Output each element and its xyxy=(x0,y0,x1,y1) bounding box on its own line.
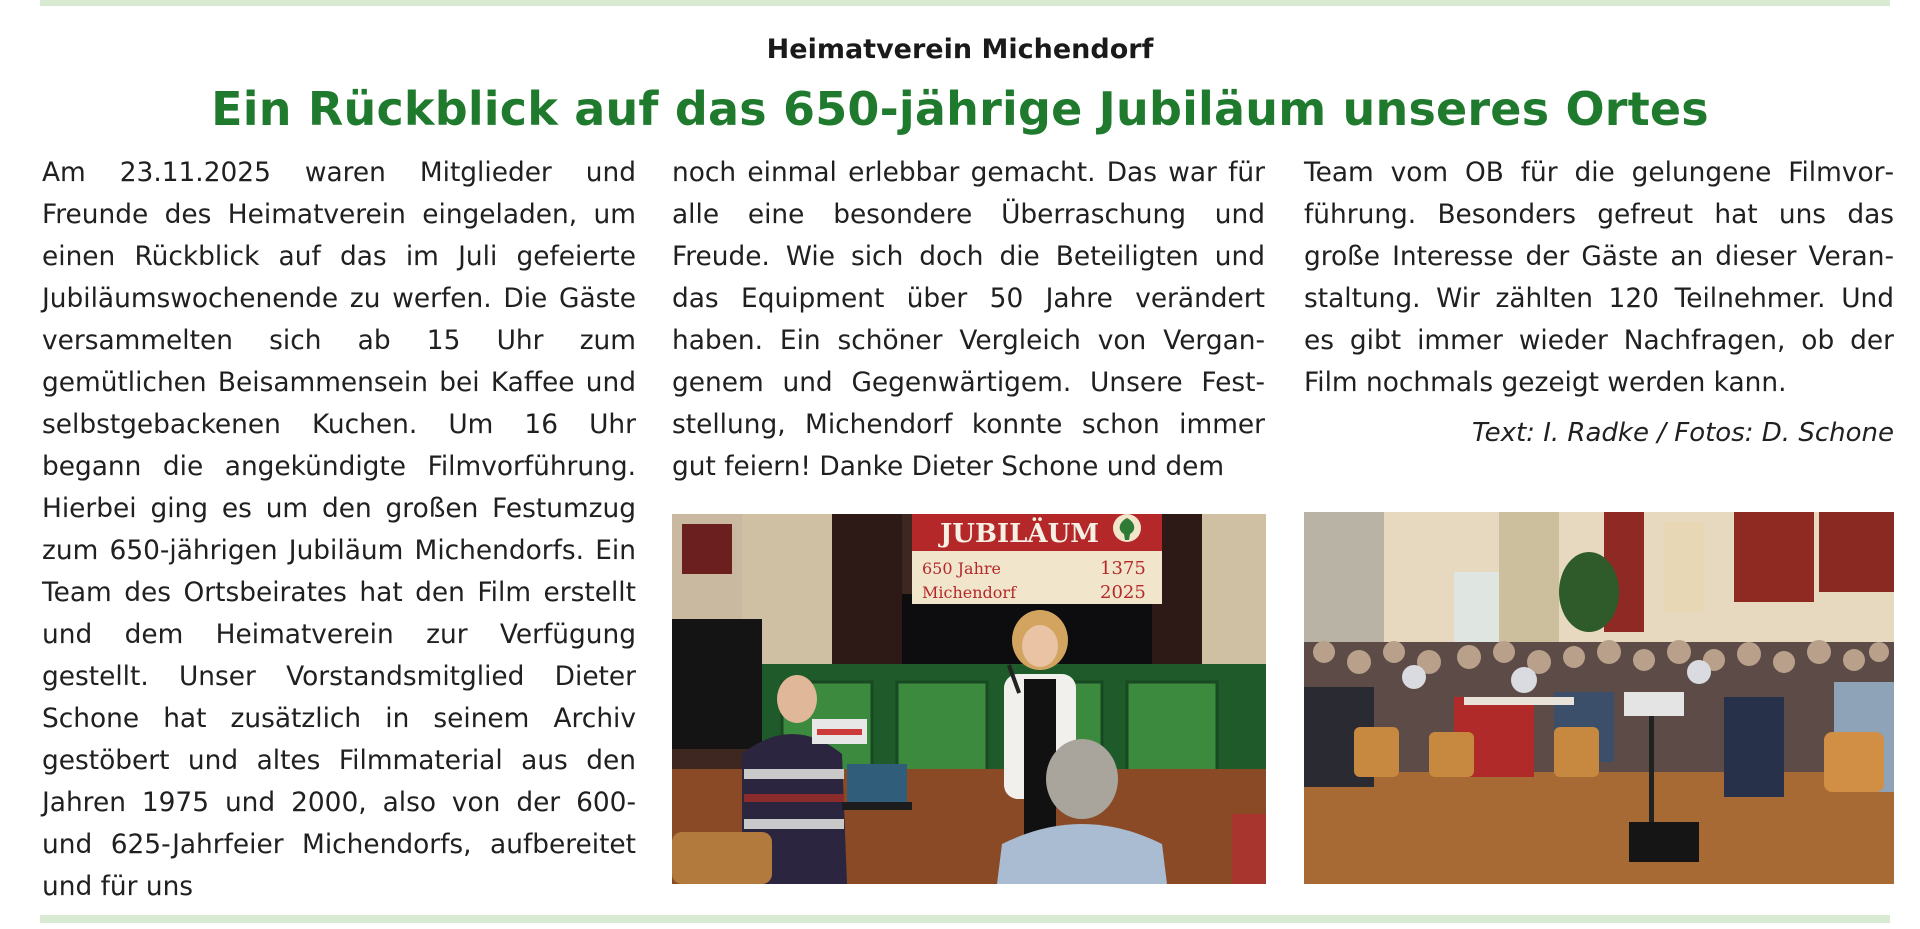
article-headline: Ein Rückblick auf das 650-jährige Jubiläum unseres Ortes xyxy=(211,82,1709,136)
column-1-text: Am 23.11.2025 waren Mitglieder und Freunde des Heimatverein eingeladen, um einen Rückblick auf das im Juli gefeierte Jubiläumswochenende zu werfen. Die Gäste versammelten sich ab 15 Uhr zum gemütlichen Beisammensein bei Kaffee und selbstgebackenen Kuchen. Um 16 Uhr begann die angekündigte Filmvorführung. Hierbei ging es um den großen Festumzug zum 650-jährigen Jubiläum Michendorfs. Ein Team des Ortsbeirates hat den Film erstellt und dem Heimatverein zur Verfügung gestellt. Unser Vorstandsmitglied Dieter Schone hat zusätzlich in seinem Archiv gestöbert und altes Filmmaterial aus den Jahren 1975 und 2000, also von der 600- und 625-Jahrfeier Michendorfs, aufbereitet und für uns xyxy=(42,157,636,902)
banner-line2-left: Michendorf xyxy=(922,583,1016,602)
photo-hall-illustration xyxy=(1304,512,1894,884)
banner-line1-right: 1375 xyxy=(1100,558,1146,579)
photo-credit: Text: I. Radke / Fotos: D. Schone xyxy=(1471,418,1894,448)
text-column-2 xyxy=(672,152,1265,488)
banner-line1-left: 650 Jahre xyxy=(922,559,1001,578)
banner-line2-right: 2025 xyxy=(1100,582,1146,603)
article-kicker: Heimatverein Michendorf xyxy=(766,34,1154,65)
photo-stage-presentation xyxy=(672,514,1266,884)
photo-stage-illustration xyxy=(672,514,1266,884)
text-column-1 xyxy=(42,152,636,908)
photo-audience-hall xyxy=(1304,512,1894,884)
text-column-3 xyxy=(1304,152,1894,404)
banner-title: JUBILÄUM xyxy=(940,519,1100,549)
column-3-text: Team vom OB für die gelungene Filmvorführung. Besonders gefreut hat uns das große Interesse der Gäste an dieser Veranstaltung. Wir zählten 120 Teilnehmer. Und es gibt immer wieder Nachfragen, ob der Film nochmals gezeigt werden kann. xyxy=(1304,157,1894,398)
bottom-border-band xyxy=(40,915,1890,923)
top-border-band xyxy=(40,0,1890,6)
column-2-text: noch einmal erlebbar gemacht. Das war für alle eine besondere Überraschung und Freude. Wie sich doch die Beteiligten und das Equipment über 50 Jahre verändert haben. Ein schöner Vergleich von Vergangenem und Gegenwärtigem. Unsere Feststellung, Michendorf konnte schon immer gut feiern! Danke Dieter Schone und dem xyxy=(672,157,1265,482)
